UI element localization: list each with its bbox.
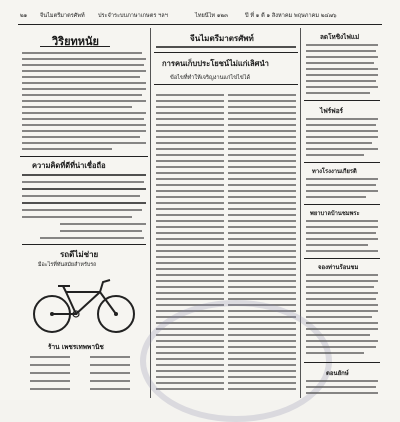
section-rule [304, 162, 380, 163]
left-title: วิริยทหนัย [52, 35, 99, 48]
library-stamp-watermark [140, 300, 332, 422]
section-rule [20, 156, 148, 157]
middle-masthead: จีนไมตรีมาตรศัพท์ [190, 33, 254, 43]
ad-footer: ร้าน เพชรเทพพานิช [48, 343, 104, 351]
header-rule [18, 24, 382, 25]
section-rule [304, 100, 380, 101]
paper-name: จีนไมตรีมาตรศัพท์ [40, 13, 85, 19]
left-subhead: ความคิดที่ดีที่น่าเชื่อถือ [32, 161, 106, 170]
ad-subtitle: มีอะไรที่ทันสมัยสำหรับรถ [38, 262, 97, 268]
right-heading-3: ทางโรงงานเกียรติ [312, 169, 357, 175]
bicycle-illustration [30, 272, 140, 338]
section-rule [304, 258, 380, 259]
section-rule [304, 204, 380, 205]
issue-date: ปี ที่ ๑ ตี ๑ สิงหาคม พฤษภาคม ๒๔๗๖ [245, 13, 337, 19]
right-heading-4: พยาบาลบ้านชมพระ [310, 211, 360, 217]
right-heading-2: ไฟร์ฟอร์ [320, 107, 343, 115]
masthead-rule [154, 52, 298, 53]
page-number: ๒๑ [20, 13, 28, 19]
issue-label: ไทยนีไท ๑๒๓ [195, 13, 228, 19]
main-headline: การคนเก็บประโยชน์ไม่แก่เลิศนำ [162, 59, 269, 68]
headline-rule [154, 84, 298, 85]
header-category: ประจำระบบภาษาเกษตร ฯลฯ [98, 13, 168, 19]
right-heading-1: ลดโหชิงไฟแม่ [320, 33, 360, 41]
right-heading-6: ดอนยักษ์ [326, 370, 349, 377]
main-subheadline: ข้อไขที่ทำให้เจริญงานแก่ไข่ไข่ได้ [170, 75, 251, 81]
page-header [20, 10, 380, 22]
right-heading-5: จองท่านร้อนชม [318, 264, 359, 271]
masthead-meta-line [156, 46, 296, 48]
ad-title: รถดีไม่ช่าย [60, 249, 99, 259]
section-rule [304, 362, 380, 363]
title-underline [40, 46, 110, 47]
